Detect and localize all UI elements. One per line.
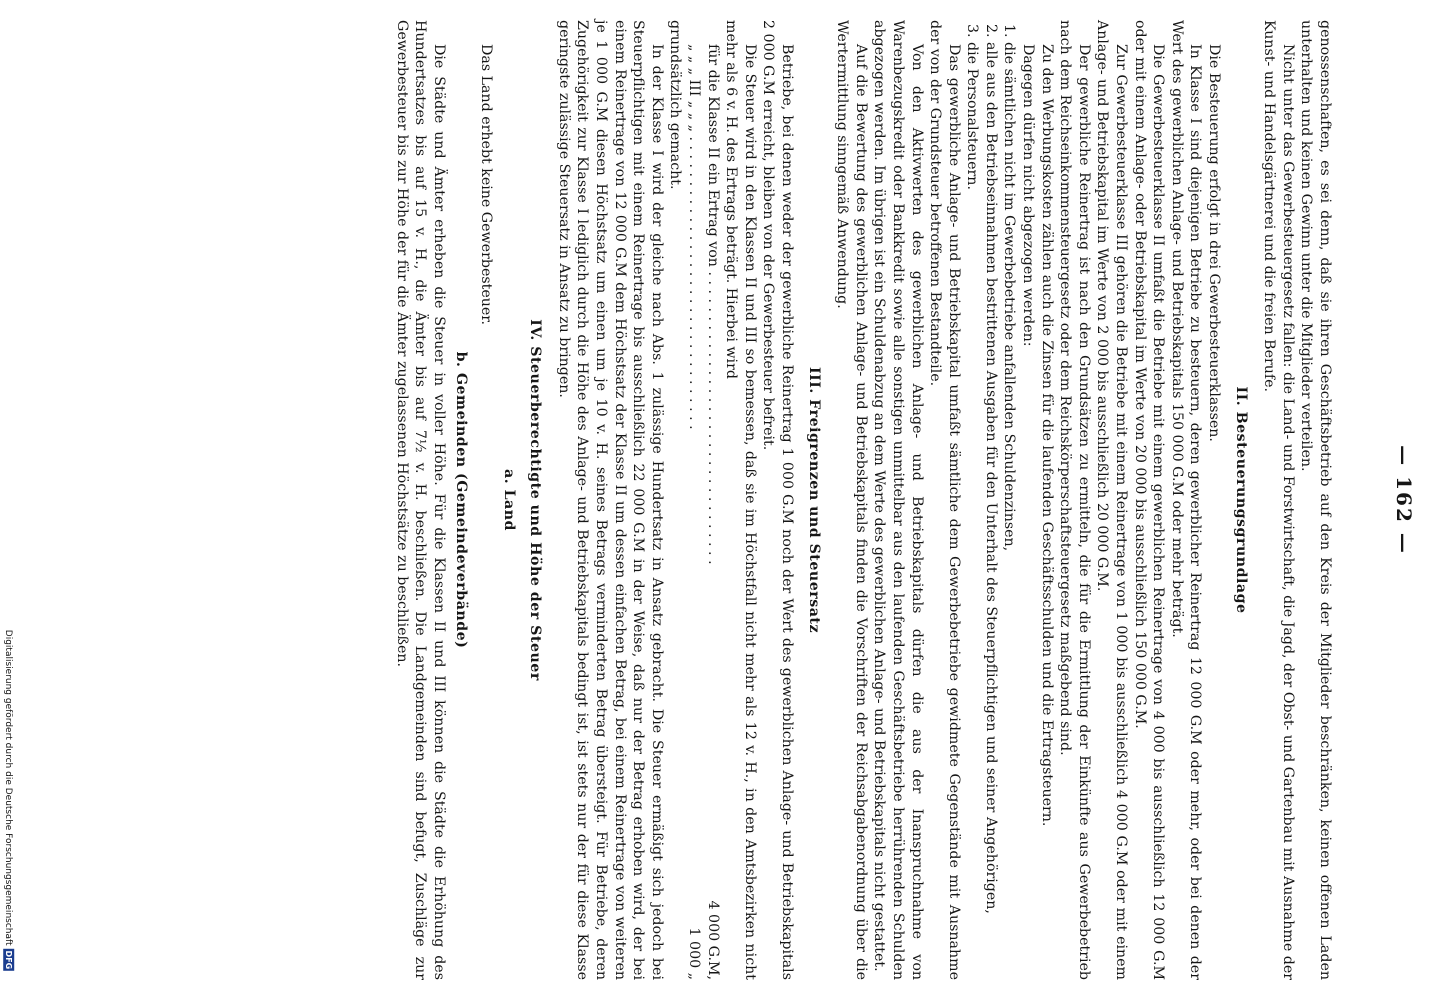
subsection-heading: a. Land: [500, 469, 517, 531]
calculation-label: „ „ „ III „ „ „ . . . . . . . . . . . . . . . . . . . . . . . . . . . . . . . . .: [686, 44, 702, 430]
page-body: [392, 20, 1334, 980]
paragraph: Zur Gewerbesteuerklasse III gehören die Betriebe mit einem Reinertrage von 1 000 bis ausschließlich 4 000 G.M oder mit einem Anlage- und Betriebskapital im Werte von 2 000 bis ausschließlich 20 000 G.M.: [1094, 20, 1130, 980]
paragraph: genossenschaften, es sei denn, daß sie ihren Geschäftsbetrieb auf den Kreis der Mitglieder beschränken, keinen offenen Laden unterhalten und keinen Gewinn unter die Mitglieder verteilen.: [1298, 20, 1333, 980]
paragraph: Das Land erhebt keine Gewerbesteuer.: [478, 44, 495, 325]
paragraph: grundsätzlich gemacht.: [667, 20, 684, 190]
calculation-line: [684, 20, 703, 980]
paragraph: Dagegen dürfen nicht abgezogen werden:: [1020, 44, 1037, 347]
calculation-value: 1 000 „: [686, 927, 702, 980]
paragraph: Auf die Bewertung des gewerblichen Anlage- und Betriebskapitals finden die Vorschriften der Reichsabgabenordnung über die Wertermittlung sinngemäß Anwendung.: [834, 20, 869, 980]
paragraph: Der gewerbliche Reinertrag ist nach den Grundsätzen zu ermitteln, die für die Ermittlung der Einkünfte aus Gewerbebetrieb nach dem Reichseinkommensteuergesetz oder dem Reichskörperschaftsteuergesetz maßgebend sind.: [1057, 20, 1092, 980]
paragraph: Von den Aktivwerten des gewerblichen Anlage- und Betriebskapitals dürfen die aus der Inanspruchnahme von Warenbezugskredit oder Bankkredit sowie alle sonstigen unmittelbar aus den laufenden Geschäftsbetriebe herrührenden Schulden abgezogen werden. Im übrigen ist ein Schuldenabzug an dem Werte des gewerblichen Anlage- und Betriebskapitals nicht gestattet.: [871, 20, 925, 980]
calculation-label: für die Klasse II ein Ertrag von . . . . . . . . . . . . . . . . . . . . . . . . . . . . . . . . .: [704, 44, 721, 565]
paragraph: Die Städte und Ämter erheben die Steuer in voller Höhe. Für die Klassen II und III können die Städte die Erhöhung des Hundertsatzes bis auf 15 v. H., die Ämter bis auf 7½ v. H. beschließen. Die Landgemeinden sind befugt, Zuschläge zur Gewerbesteuer bis zur Höhe der für die Ämter zugelassenen Höchstsätze zu beschließen.: [393, 20, 447, 980]
list-item: 3. die Personalsteuern.: [964, 24, 981, 190]
page-number: — 162 —: [1392, 445, 1416, 555]
section-heading: IV. Steuerberechtigte und Höhe der Steuer: [527, 319, 544, 681]
section-heading: III. Freigrenzen und Steuersatz: [805, 367, 822, 633]
digitization-credit: [2, 605, 16, 995]
paragraph: Zu den Werbungskosten zählen auch die Zinsen für die laufenden Geschäftsschulden und die Ertragsteuern.: [1038, 44, 1055, 827]
paragraph: Nicht unter das Gewerbesteuergesetz fallen: die Land- und Forstwirtschaft, die Jagd, der Obst- und Gartenbau mit Ausnahme der Kunst- und Handelsgärtnerei und die freien Berufe.: [1261, 20, 1296, 980]
calculation-line: [703, 20, 722, 980]
section-heading: II. Besteuerungsgrundlage: [1232, 386, 1249, 614]
paragraph: Betriebe, bei denen weder der gewerbliche Reinertrag 1 000 G.M noch der Wert des gewerblichen Anlage- und Betriebskapitals 2 000 G.M erreicht, bleiben von der Gewerbesteuer befreit.: [760, 20, 795, 980]
paragraph: In Klasse I sind diejenigen Betriebe zu besteuern, deren gewerblicher Reinertrag 12 000 G.M oder mehr, oder bei denen der Wert des gewerblichen Anlage- und Betriebskapitals 150 000 G.M oder mehr beträgt.: [1168, 20, 1204, 980]
dfg-logo-icon: DFG: [4, 950, 14, 969]
list-item: 2. alle aus den Betriebseinnahmen bestrittenen Ausgaben für den Unterhalt des Steuerpflichtigen und seiner Angehörigen,: [982, 24, 999, 914]
subsection-heading: b. Gemeinden (Gemeindeverbände): [453, 351, 470, 649]
paragraph: Das gewerbliche Anlage- und Betriebskapital umfaßt sämtliche dem Gewerbebetriebe gewidmete Gegenstände mit Ausnahme der von der Grundsteuer betroffenen Bestandteile.: [927, 20, 962, 980]
paragraph: Die Gewerbesteuerklasse II umfaßt die Betriebe mit einem gewerblichen Reinertrage von 4 000 bis ausschließlich 12 000 G.M oder mit einem Anlage- oder Betriebskapital im Werte von 20 000 bis ausschließlich 150 000 G.M.: [1131, 20, 1167, 980]
paragraph: Die Besteuerung erfolgt in drei Gewerbesteuerklassen.: [1206, 44, 1223, 442]
list-item: 1. die sämtlichen nicht im Gewerbebetriebe anfallenden Schuldenzinsen,: [1001, 24, 1018, 552]
paragraph: Die Steuer wird in den Klassen II und III so bemessen, daß sie im Höchstfall nicht mehr als 12 v. H., in den Amtsbezirken nicht mehr als 6 v. H. des Ertrags beträgt. Hierbei wird: [723, 20, 758, 980]
calculation-value: 4 000 G.M,: [704, 900, 721, 980]
paragraph: In der Klasse I wird der gleiche nach Abs. 1 zulässige Hundertsatz in Ansatz gebracht. Die Steuer ermäßigt sich jedoch bei Steuerpflichtigen mit einem Reinertrage bis ausschließlich 22 000 G.M in der Weise, daß nur der Betrag erhoben wird, der bei einem Reinertrage von 12 000 G.M dem Höchstsatz der Klasse II um dessen einfachen Betrag, bei einem Reinertrage von weiteren je 1 000 G.M diesen Höchstsatz um einen um je 10 v. H. seines Betrags verminderten Betrag übersteigt. Für Betriebe, deren Zugehörigkeit zur Klasse I lediglich durch die Höhe des Anlage- und Betriebskapitals bedingt ist, ist stets nur der für diese Klasse geringste zulässige Steuersatz in Ansatz zu bringen.: [555, 20, 665, 980]
dfg-credit-text: Digitalisierung gefördert durch die Deutsche Forschungsgemeinschaft: [4, 629, 14, 946]
